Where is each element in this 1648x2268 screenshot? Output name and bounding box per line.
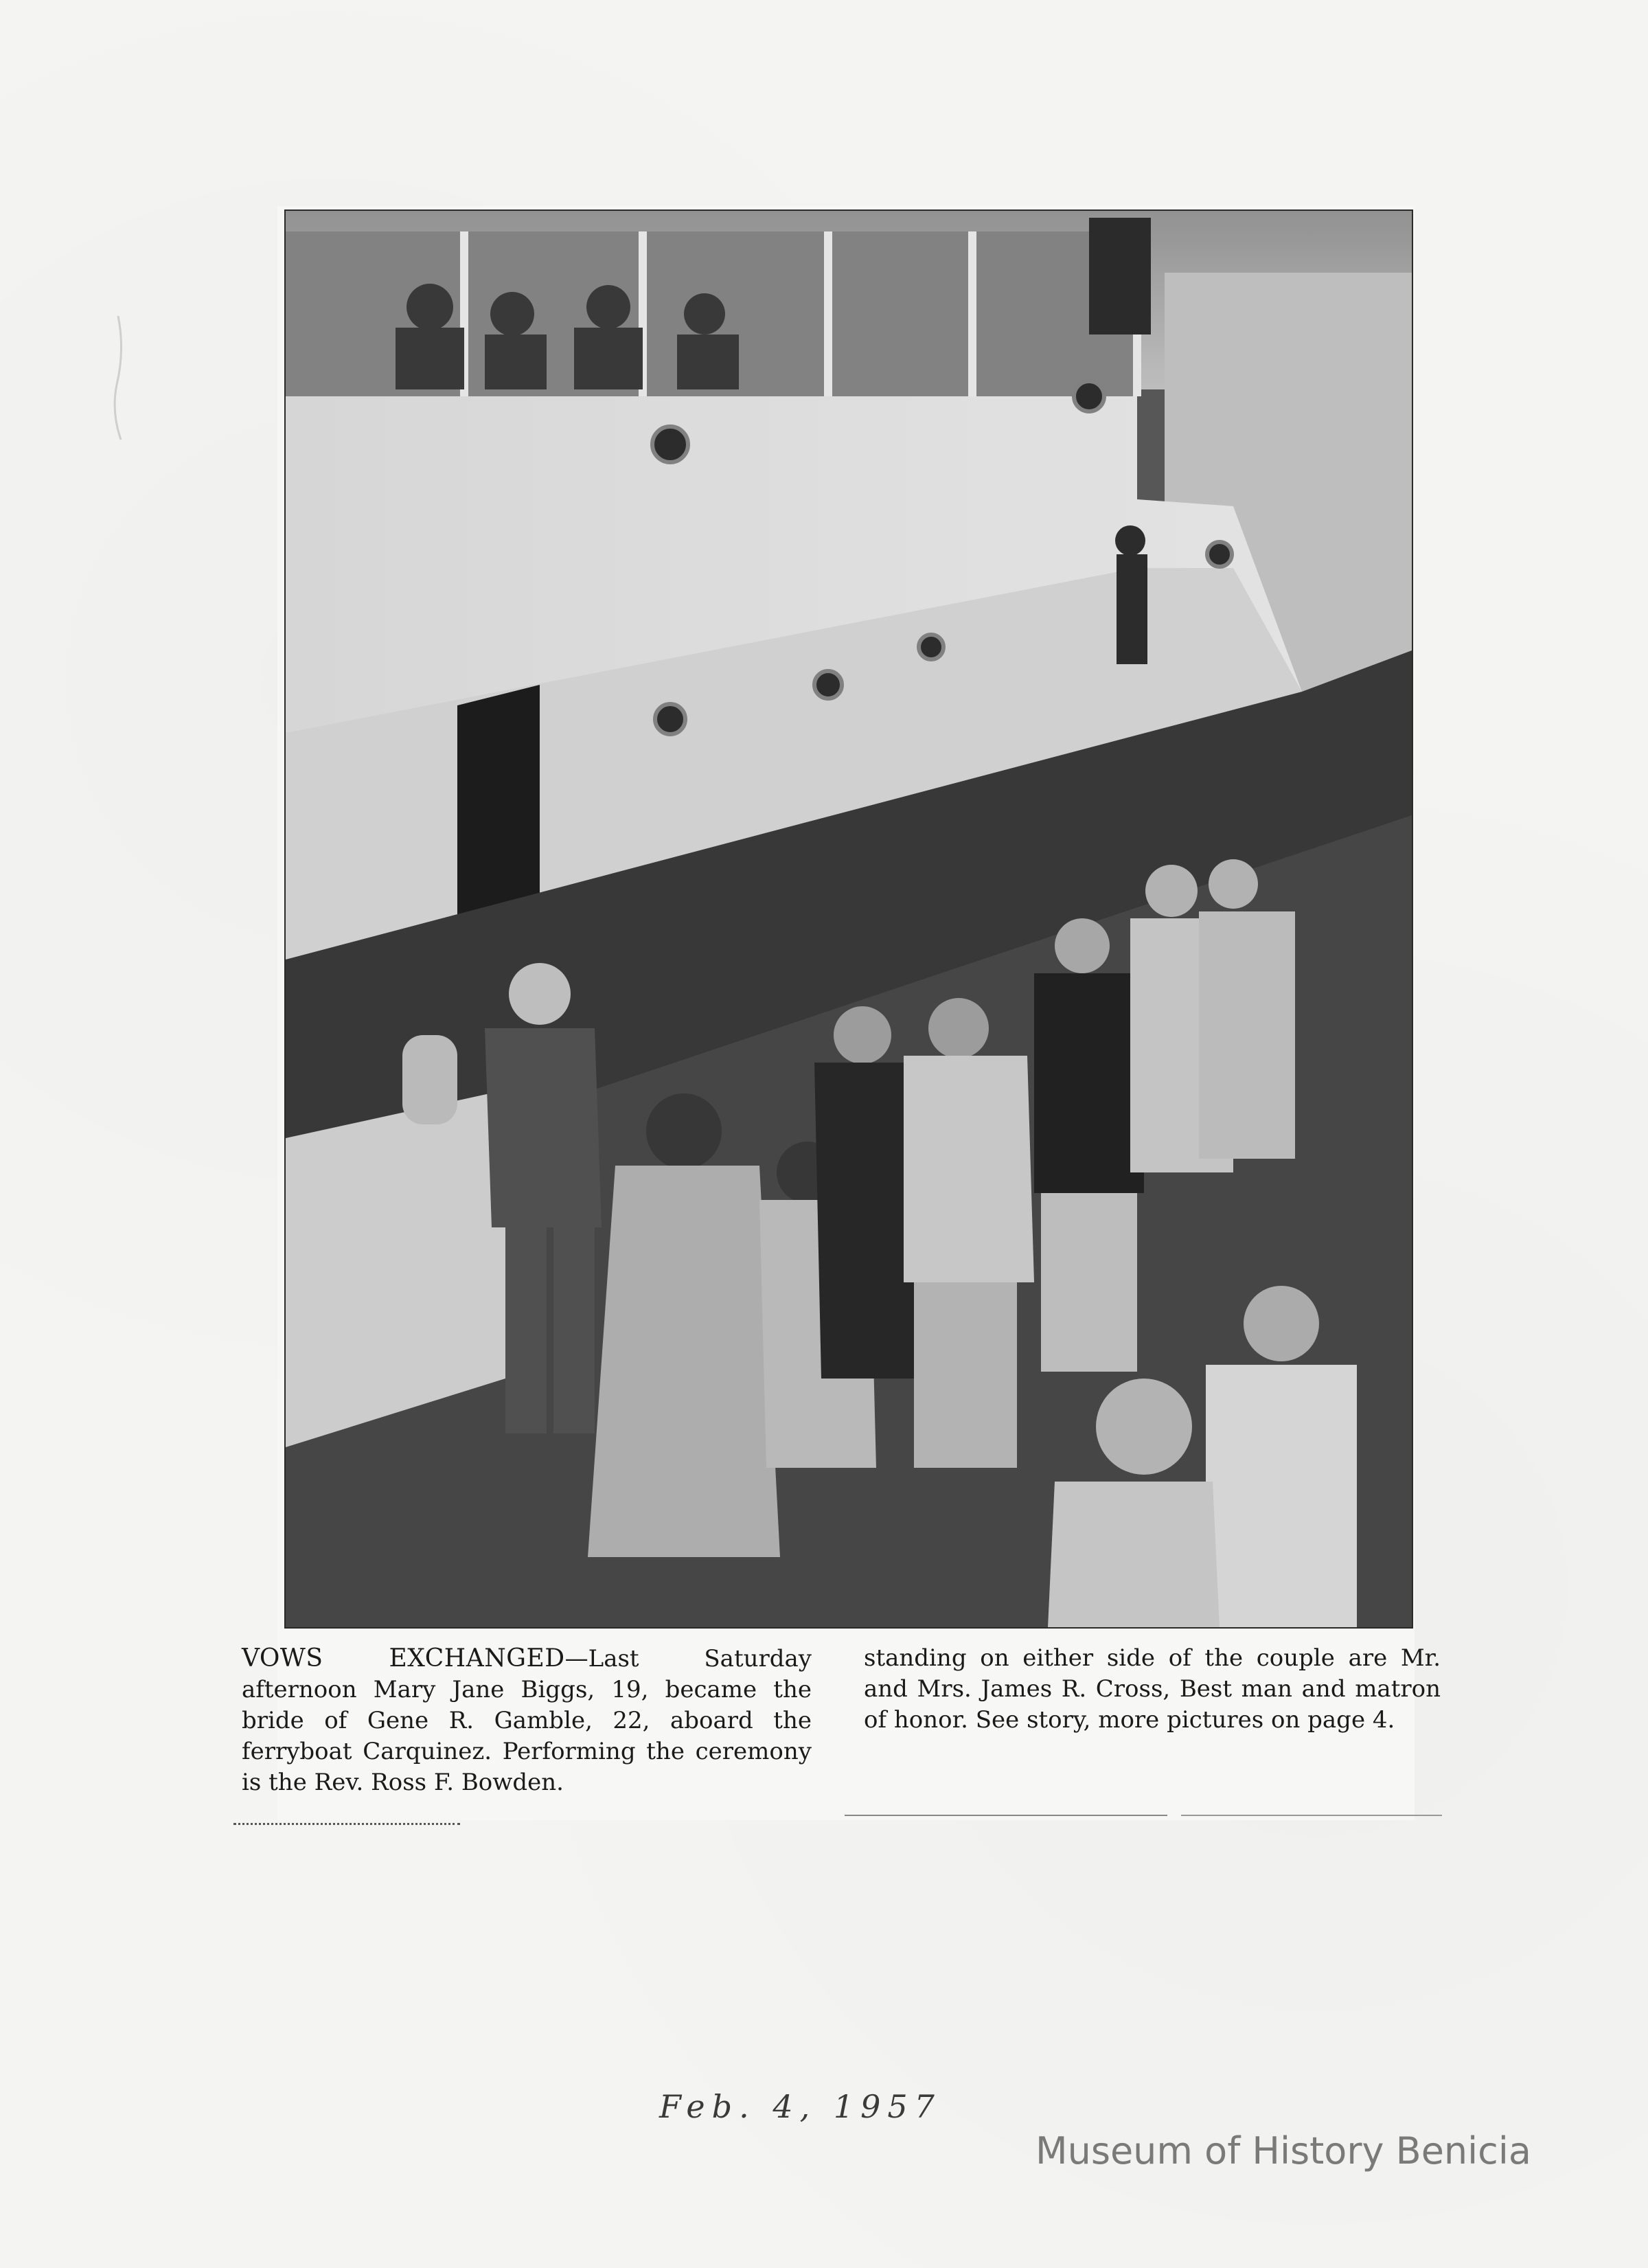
caption-right-text: standing on either side of the couple are Mr. and Mrs. James R. Cross, Best man and matron of honor. See story, more pictures on page 4. <box>864 1644 1441 1734</box>
caption-headline: VOWS EXCHANGED <box>242 1644 565 1672</box>
caption-divider-right-2 <box>1181 1815 1442 1816</box>
caption-divider-right <box>845 1815 1167 1816</box>
caption-right-column <box>864 1643 1441 1736</box>
caption-divider-left <box>233 1823 460 1825</box>
photo-illustration <box>286 211 1412 1627</box>
handwritten-date: Feb. 4, 1957 <box>659 2088 941 2125</box>
museum-watermark: Museum of History Benicia <box>1035 2129 1531 2173</box>
caption-left-column <box>242 1643 812 1798</box>
ceremony-photograph <box>284 209 1413 1629</box>
caption-left-text: —Last Saturday afternoon Mary Jane Biggs, 19, became the bride of Gene R. Gamble, 22, aboard the ferryboat Carquinez. Performing the ceremony is the Rev. Ross F. Bowden. <box>242 1645 812 1796</box>
margin-pencil-mark <box>104 309 132 446</box>
